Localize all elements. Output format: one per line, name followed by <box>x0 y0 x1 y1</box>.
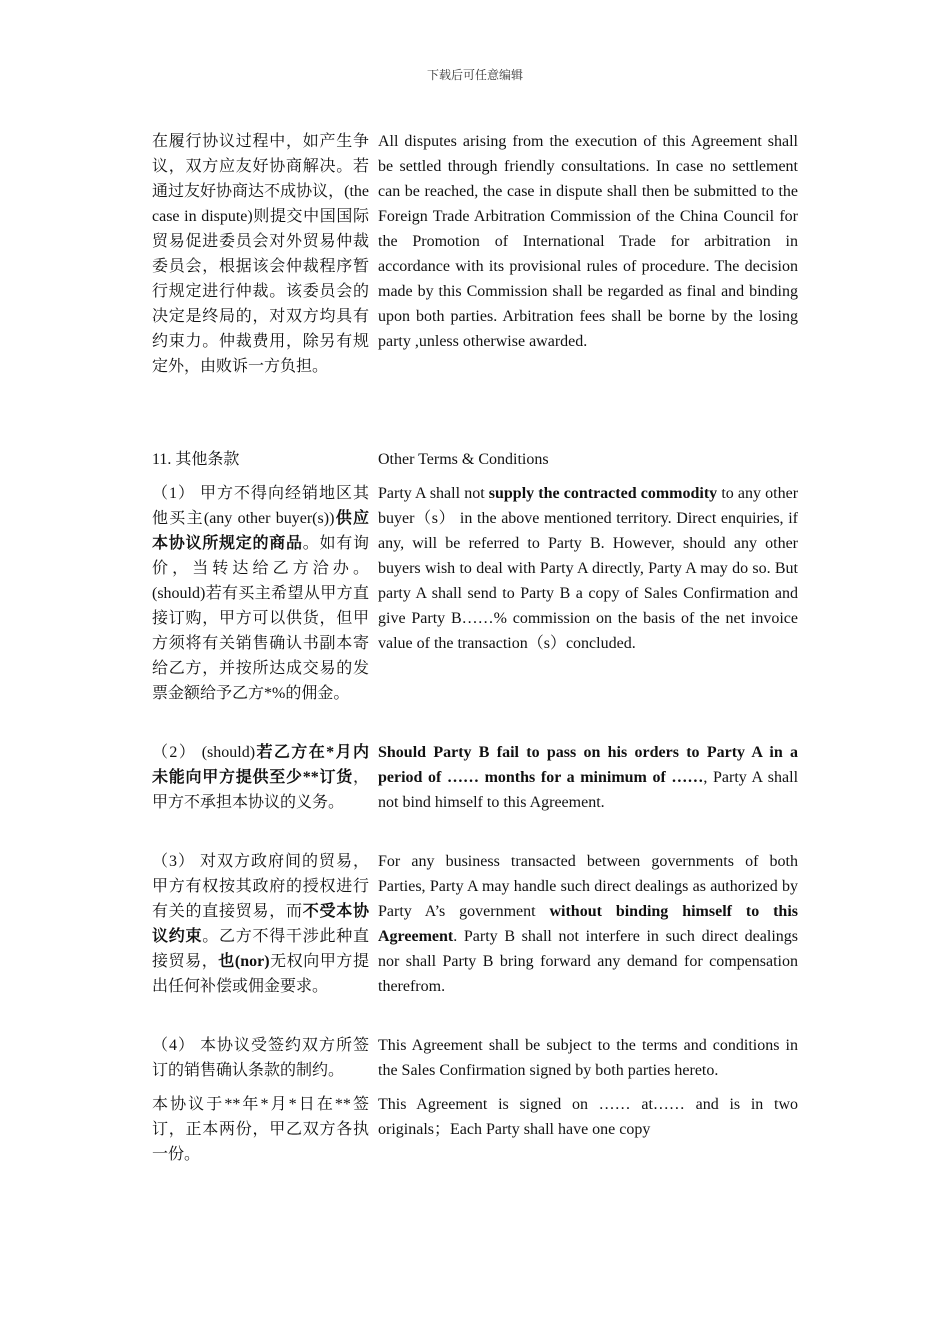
clause-2-cn <box>152 740 369 815</box>
clause-2-en <box>378 740 798 815</box>
section-11-heading-cn: 11. 其他条款 <box>152 451 240 468</box>
clause-3-en <box>378 849 798 999</box>
clause-3-cn-text-mid: 。乙方不得干涉此种直接贸易， <box>152 928 369 970</box>
clause-1-en <box>378 481 798 656</box>
clause-1-en-text-rest: to any other buyer（s） in the above mentioned territory. Direct enquiries, if any, will be referred to Party B. However, should any other buyers wish to deal with Party A directly, Party A may do so. But party A shall send to Party B a copy of Sales Confirmation and give Party B……% commission on the basis of the net invoice value of the transaction（s）concluded. <box>378 485 799 652</box>
clause-2-cn-text-rest: ，甲方不承担本协议的义务。 <box>152 769 369 811</box>
clause-2-en-emphasis: Should Party B fail to pass on his orders to Party A in a period of …… months for a minimum of …… <box>378 744 798 786</box>
clause-3-cn-emphasis-nor: 也(nor) <box>218 953 270 970</box>
clause-3-cn-text-rest: 无权向甲方提出任何补偿或佣金要求。 <box>152 953 369 995</box>
clause-1-en-emphasis: supply the contracted commodity <box>488 485 718 502</box>
signing-clause-cn: 本协议于**年*月*日在**签订，正本两份，甲乙双方各执一份。 <box>152 1096 369 1163</box>
arbitration-clause-cn: 在履行协议过程中，如产生争议，双方应友好协商解决。若通过友好协商达不成协议，(the case in dispute)则提交中国国际贸易促进委员会对外贸易仲裁委员会，根据该会仲裁程序暂行规定进行仲裁。该委员会的决定是终局的，对双方均具有约束力。仲裁费用，除另有规定外，由败诉一方负担。 <box>152 133 369 375</box>
clause-3-cn-text: （3） 对双方政府间的贸易，甲方有权按其政府的授权进行有关的直接贸易，而 <box>152 853 369 920</box>
section-11-heading-en: Other Terms & Conditions <box>378 451 549 468</box>
clause-4-en: This Agreement shall be subject to the terms and conditions in the Sales Confirmation signed by both parties hereto. <box>378 1037 798 1079</box>
clause-2-cn-text: （2） (should) <box>152 744 256 761</box>
clause-1-cn <box>152 481 369 706</box>
arbitration-clause-en: All disputes arising from the execution of this Agreement shall be settled through friendly consultations. In case no settlement can be reached, the case in dispute shall then be submitted to the Foreign Trade Arbitration Commission of the China Council for the Promotion of International Trade for arbitration in accordance with its provisional rules of procedure. The decision made by this Commission shall be regarded as final and binding upon both parties. Arbitration fees shall be borne by the losing party ,unless otherwise awarded. <box>378 133 798 350</box>
clause-1-cn-text-rest: 。如有询价，当转达给乙方洽办。(should)若有买主希望从甲方直接订购，甲方可以供货，但甲方须将有关销售确认书副本寄给乙方，并按所达成交易的发票金额给予乙方*%的佣金。 <box>152 535 369 702</box>
clause-2-en-text-rest: , Party A shall not bind himself to this Agreement. <box>378 769 799 811</box>
clause-4-cn: （4） 本协议受签约双方所签订的销售确认条款的制约。 <box>152 1037 369 1079</box>
clause-2-cn-emphasis: 若乙方在*月内未能向甲方提供至少**订货 <box>152 744 369 786</box>
clause-1-cn-emphasis: 供应本协议所规定的商品 <box>152 510 369 552</box>
clause-1-cn-text: （1） 甲方不得向经销地区其他买主(any other buyer(s)) <box>152 485 369 527</box>
clause-3-cn <box>152 849 369 999</box>
page-header-watermark: 下载后可任意编辑 <box>426 68 523 82</box>
clause-1-en-text: Party A shall not <box>378 485 489 502</box>
clause-3-en-text: For any business transacted between governments of both Parties, Party A may handle such direct dealings as authorized by Party A’s government <box>378 853 798 920</box>
clause-3-en-text-rest: . Party B shall not interfere in such direct dealings nor shall Party B bring forward any demand for compensation therefrom. <box>378 928 798 995</box>
clause-3-en-emphasis: without binding himself to this Agreement <box>378 903 799 945</box>
signing-clause-en: This Agreement is signed on …… at…… and is in two originals；Each Party shall have one copy <box>378 1096 798 1138</box>
clause-3-cn-emphasis: 不受本协议约束 <box>152 903 369 945</box>
